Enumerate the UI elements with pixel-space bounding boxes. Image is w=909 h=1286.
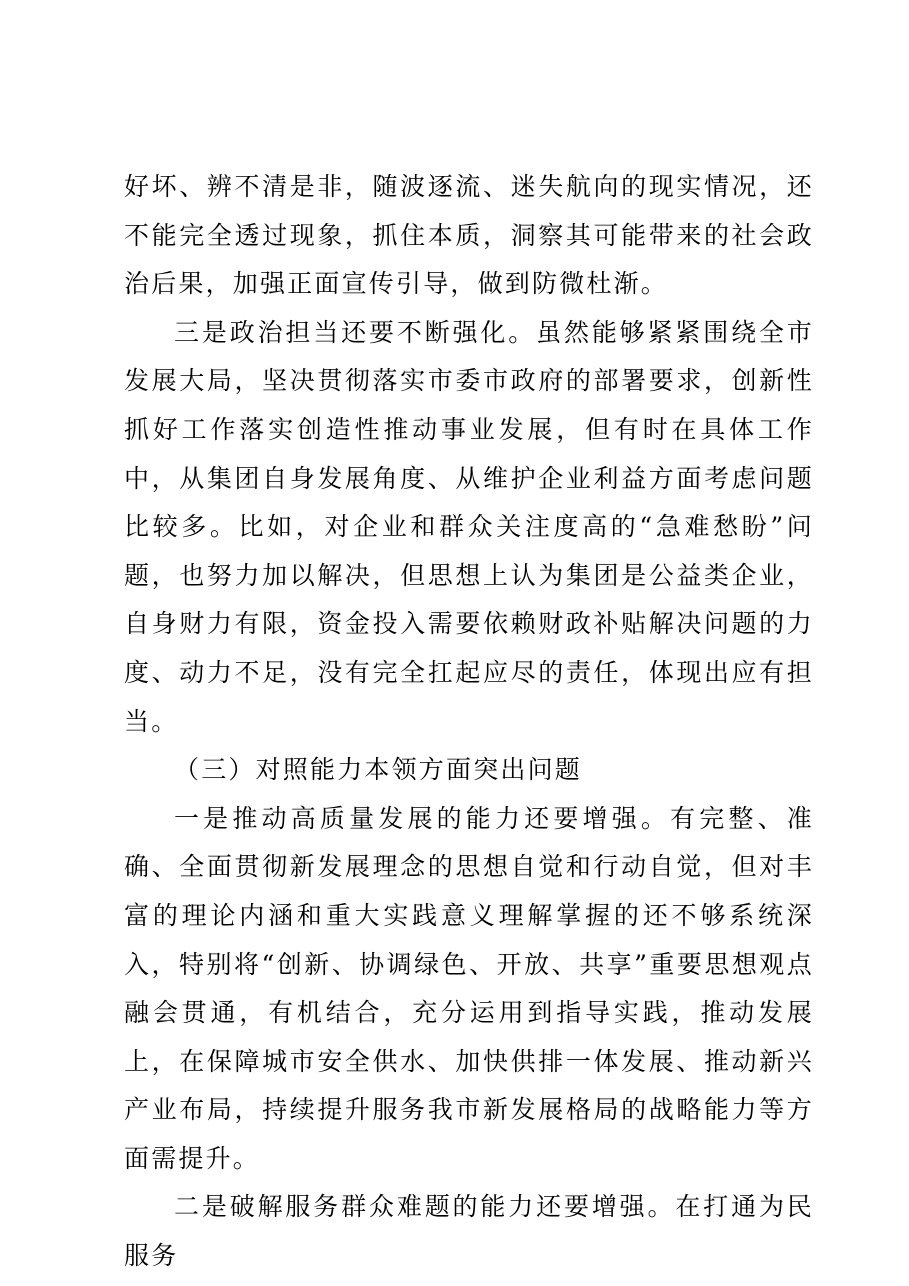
paragraph-political-responsibility: 三是政治担当还要不断强化。虽然能够紧紧围绕全市发展大局，坚决贯彻落实市委市政府的部署要求，创新性抓好工作落实创造性推动事业发展，但有时在具体工作中，从集团自身发展角度、从维护企业利益方面考虑问题比较多。比如，对企业和群众关注度高的“急难愁盼”问题，也努力加以解决，但思想上认为集团是公益类企业，自身财力有限，资金投入需要依赖财政补贴解决问题的力度、动力不足，没有完全扛起应尽的责任，体现出应有担当。 <box>124 317 814 736</box>
section-heading: （三）对照能力本领方面突出问题 <box>174 755 583 785</box>
paragraph-continuation: 好坏、辨不清是非，随波逐流、迷失航向的现实情况，还不能完全透过现象，抓住本质，洞察其可能带来的社会政治后果，加强正面宣传引导，做到防微杜渐。 <box>124 172 814 299</box>
paragraph-serving-masses: 二是破解服务群众难题的能力还要增强。在打通为民服务 <box>124 1192 814 1271</box>
paragraph-high-quality-development: 一是推动高质量发展的能力还要增强。有完整、准确、全面贯彻新发展理念的思想自觉和行动自觉，但对丰富的理论内涵和重大实践意义理解掌握的还不够系统深入，特别将“创新、协调绿色、开放、共享”重要思想观点融会贯通，有机结合，充分运用到指导实践，推动发展上，在保障城市安全供水、加快供排一体发展、推动新兴产业布局，持续提升服务我市新发展格局的战略能力等方面需提升。 <box>124 803 814 1173</box>
document-body <box>124 163 814 1281</box>
